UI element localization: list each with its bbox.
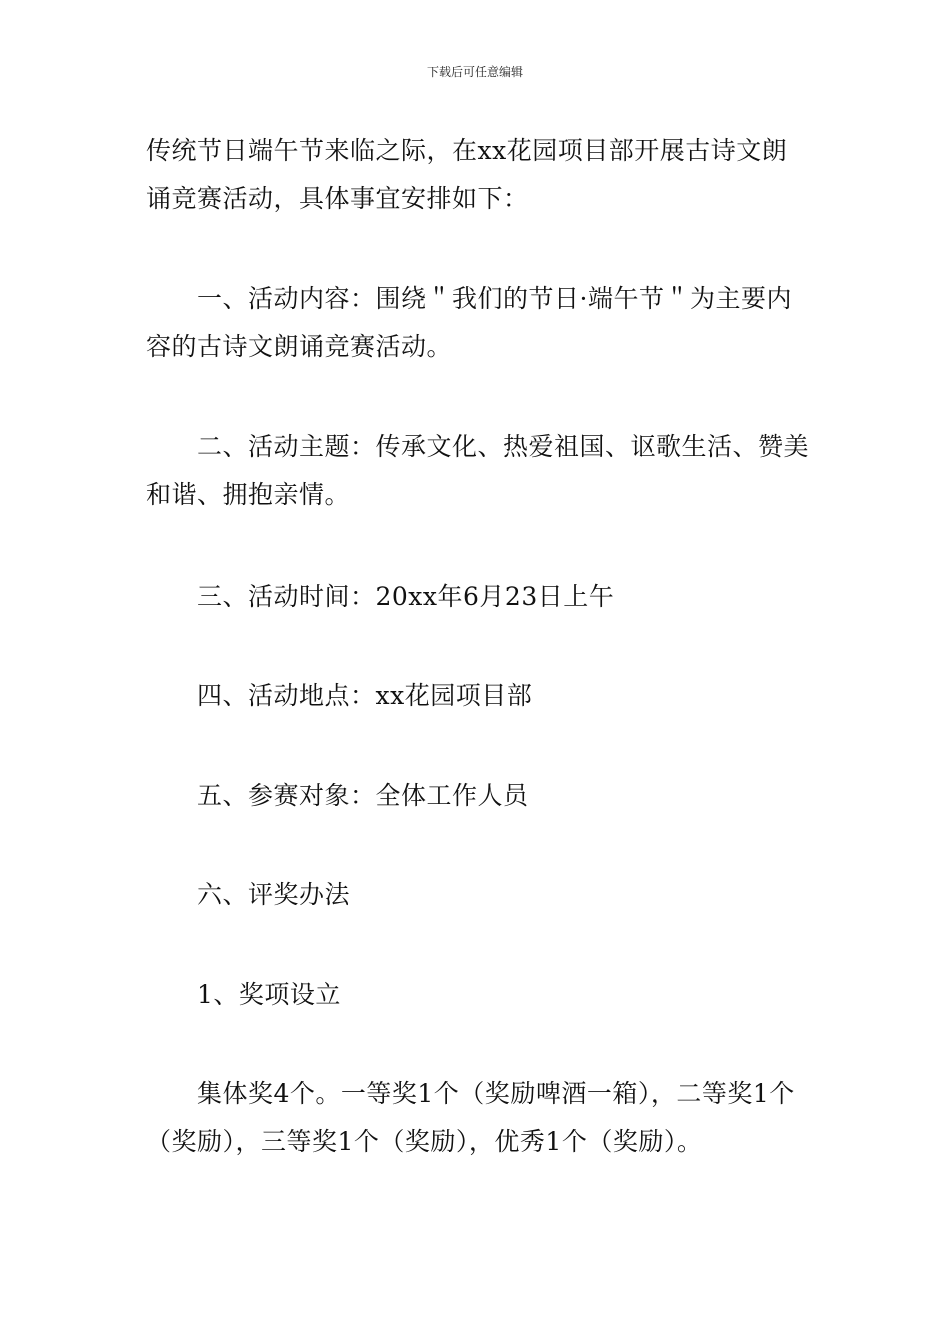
activity-content-paragraph: 一、活动内容：围绕＂我们的节日·端午节＂为主要内容的古诗文朗诵竞赛活动。 (146, 284, 792, 361)
awards-paragraph: 集体奖4个。一等奖1个（奖励啤酒一箱），二等奖1个（奖励），三等奖1个（奖励），优秀1个（奖励）。 (146, 1079, 795, 1156)
page-header-note: 下载后可任意编辑 (426, 65, 523, 79)
intro-paragraph: 传统节日端午节来临之际，在xx花园项目部开展古诗文朗诵竞赛活动，具体事宜安排如下： (146, 136, 788, 213)
activity-theme-paragraph: 二、活动主题：传承文化、热爱祖国、讴歌生活、赞美和谐、拥抱亲情。 (146, 432, 810, 509)
award-method-heading: 六、评奖办法 (197, 880, 351, 909)
participants-paragraph: 五、参赛对象：全体工作人员 (197, 781, 529, 810)
award-setup-heading: 1、奖项设立 (197, 980, 341, 1009)
activity-location-paragraph: 四、活动地点：xx花园项目部 (197, 681, 533, 710)
activity-time-paragraph: 三、活动时间：20xx年6月23日上午 (197, 582, 615, 611)
